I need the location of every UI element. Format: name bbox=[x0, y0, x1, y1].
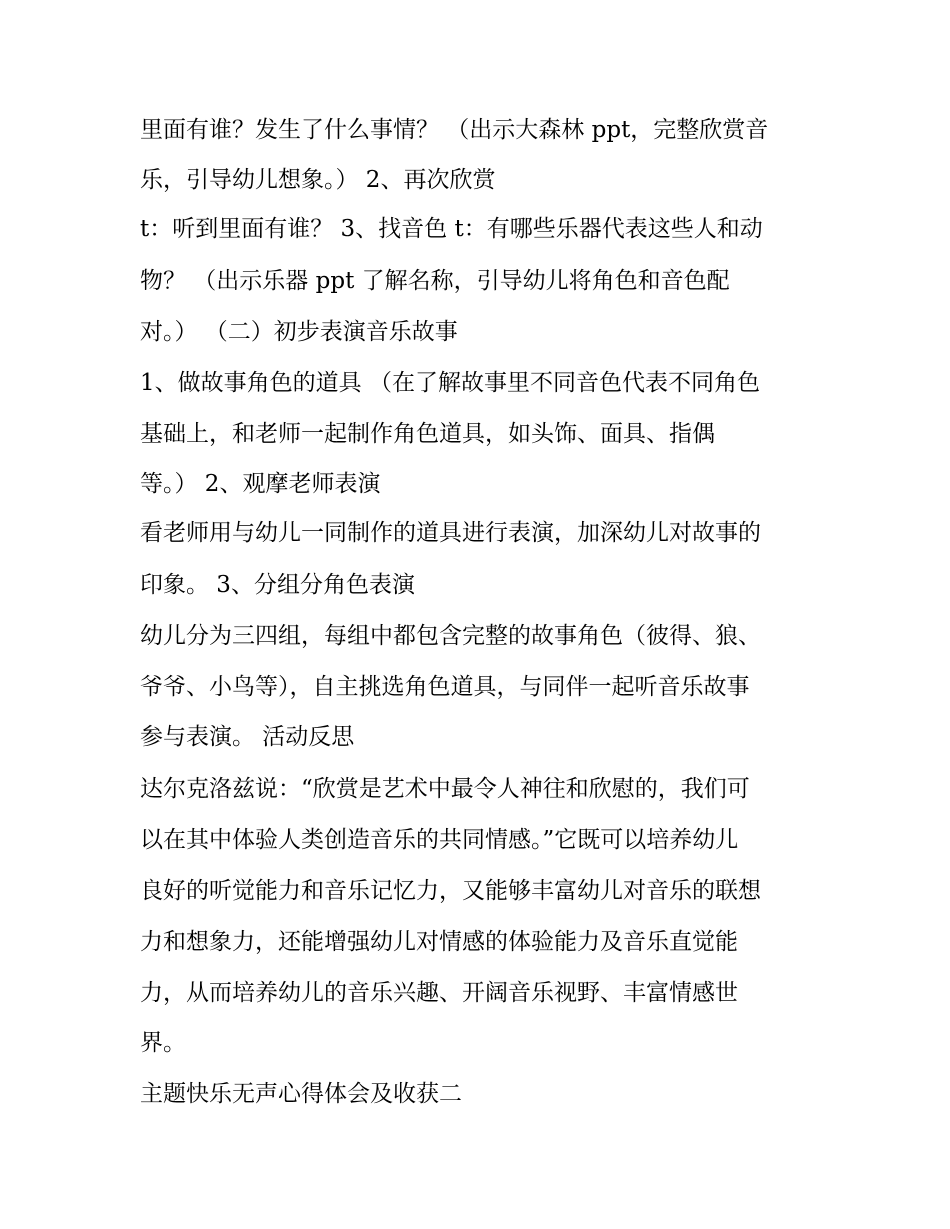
text-line-11: 幼儿分为三四组，每组中都包含完整的故事角色（彼得、狼、 bbox=[140, 623, 761, 649]
text-line-19: 界。 bbox=[140, 1030, 186, 1056]
text-line-18: 力，从而培养幼儿的音乐兴趣、开阔音乐视野、丰富情感世 bbox=[140, 980, 738, 1006]
text-line-5: 对。） （二）初步表演音乐故事 bbox=[140, 319, 458, 345]
text-line-2: 乐，引导幼儿想象。） 2、再次欣赏 bbox=[140, 167, 496, 193]
text-line-9: 看老师用与幼儿一同制作的道具进行表演，加深幼儿对故事的 bbox=[140, 520, 761, 546]
text-line-15: 以在其中体验人类创造音乐的共同情感。”它既可以培养幼儿 bbox=[140, 827, 739, 853]
text-line-17: 力和想象力，还能增强幼儿对情感的体验能力及音乐直觉能 bbox=[140, 929, 738, 955]
text-line-8: 等。） 2、观摩老师表演 bbox=[140, 471, 381, 497]
text-line-6: 1、做故事角色的道具 （在了解故事里不同音色代表不同角色 bbox=[140, 370, 760, 396]
text-line-3: t：听到里面有谁？ 3、找音色 t：有哪些乐器代表这些人和动 bbox=[140, 216, 763, 242]
text-line-13: 参与表演。 活动反思 bbox=[140, 724, 355, 750]
text-line-1: 里面有谁？发生了什么事情？ （出示大森林 ppt，完整欣赏音 bbox=[140, 117, 769, 143]
text-line-16: 良好的听觉能力和音乐记忆力，又能够丰富幼儿对音乐的联想 bbox=[140, 878, 761, 904]
text-line-14: 达尔克洛兹说：“欣赏是艺术中最令人神往和欣慰的，我们可 bbox=[140, 776, 750, 802]
text-line-10: 印象。 3、分组分角色表演 bbox=[140, 572, 415, 598]
text-line-7: 基础上，和老师一起制作角色道具，如头饰、面具、指偶 bbox=[140, 421, 715, 447]
section-heading: 主题快乐无声心得体会及收获二 bbox=[140, 1081, 462, 1107]
text-line-12: 爷爷、小鸟等），自主挑选角色道具，与同伴一起听音乐故事 bbox=[140, 674, 750, 700]
text-line-4: 物？ （出示乐器 ppt 了解名称，引导幼儿将角色和音色配 bbox=[140, 268, 730, 294]
